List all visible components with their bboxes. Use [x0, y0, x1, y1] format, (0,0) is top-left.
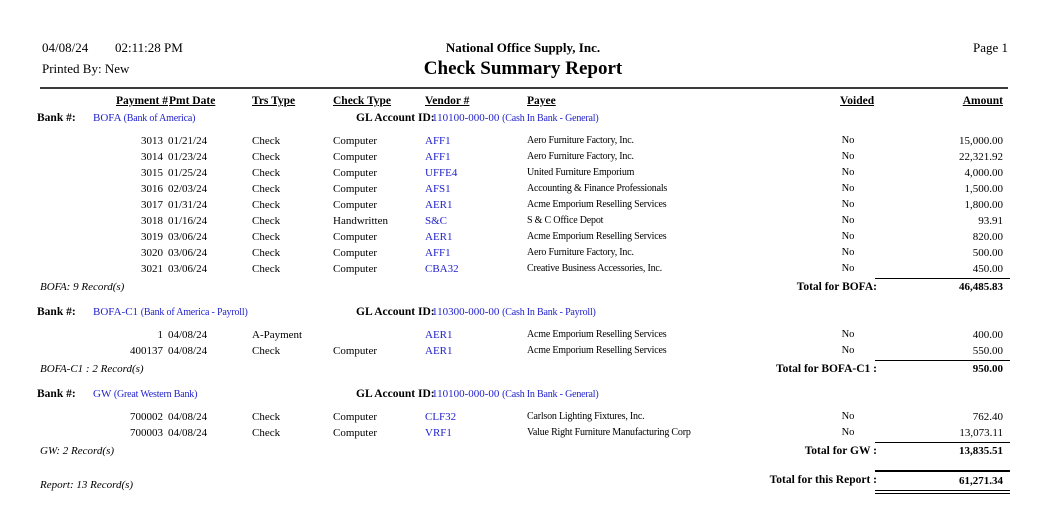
- vendor-link[interactable]: AER1: [425, 231, 453, 243]
- voided-cell: No: [841, 345, 855, 356]
- gl-account-link[interactable]: 110100-000-00 (Cash In Bank - General): [432, 388, 599, 400]
- pmt-date-cell: 04/08/24: [168, 427, 208, 439]
- column-header-pmt-date: Pmt Date: [169, 95, 216, 107]
- pmt-date-cell: 04/08/24: [168, 329, 208, 341]
- payment-number-cell: 700003: [130, 427, 163, 439]
- payment-number-cell: 700002: [130, 411, 163, 423]
- trs-type-cell: Check: [252, 215, 281, 227]
- report-total-row: [0, 470, 1046, 502]
- column-header-amount: Amount: [962, 95, 1003, 107]
- pmt-date-cell: 01/16/24: [168, 215, 208, 227]
- check-row: [0, 134, 1046, 150]
- section-record-count: BOFA: 9 Record(s): [40, 281, 125, 293]
- column-header-trs-type: Trs Type: [252, 95, 296, 107]
- pmt-date-cell: 03/06/24: [168, 247, 208, 259]
- check-type-cell: Computer: [333, 183, 377, 195]
- payee-cell: Aero Furniture Factory, Inc.: [527, 247, 634, 258]
- voided-cell: No: [841, 135, 855, 146]
- bank-header-row: [0, 112, 1046, 134]
- report-total-label: Total for this Report :: [769, 474, 877, 486]
- check-type-cell: Computer: [333, 151, 377, 163]
- vendor-link[interactable]: AER1: [425, 345, 453, 357]
- bank-number-label: Bank #:: [37, 388, 76, 400]
- check-type-cell: Computer: [333, 427, 377, 439]
- payee-cell: Accounting & Finance Professionals: [527, 183, 668, 194]
- check-type-cell: Computer: [333, 345, 377, 357]
- trs-type-cell: Check: [252, 151, 281, 163]
- payment-number-cell: 3015: [141, 167, 163, 179]
- trs-type-cell: Check: [252, 231, 281, 243]
- voided-cell: No: [841, 151, 855, 162]
- section-total-label: Total for GW :: [804, 445, 877, 457]
- check-type-cell: Computer: [333, 411, 377, 423]
- pmt-date-cell: 03/06/24: [168, 231, 208, 243]
- vendor-link[interactable]: AFF1: [425, 135, 451, 147]
- pmt-date-cell: 01/25/24: [168, 167, 208, 179]
- check-row: [0, 230, 1046, 246]
- check-row: [0, 426, 1046, 442]
- column-header-vendor: Vendor #: [425, 95, 470, 107]
- section-total-label: Total for BOFA-C1 :: [775, 363, 877, 375]
- vendor-link[interactable]: UFFE4: [425, 167, 458, 179]
- amount-cell: 93.91: [978, 215, 1003, 227]
- column-header-row: [0, 95, 1046, 111]
- vendor-link[interactable]: VRF1: [425, 427, 452, 439]
- trs-type-cell: Check: [252, 135, 281, 147]
- bank-header-row: [0, 388, 1046, 410]
- section-total-amount: 13,835.51: [875, 442, 1010, 457]
- payment-number-cell: 3016: [141, 183, 163, 195]
- report-date: 04/08/24: [42, 40, 89, 55]
- gl-account-label: GL Account ID:: [356, 112, 435, 124]
- payment-number-cell: 3020: [141, 247, 163, 259]
- trs-type-cell: Check: [252, 263, 281, 275]
- check-row: [0, 344, 1046, 360]
- header-rule: [40, 87, 1008, 89]
- check-type-cell: Computer: [333, 167, 377, 179]
- payee-cell: Creative Business Accessories, Inc.: [527, 263, 662, 274]
- voided-cell: No: [841, 167, 855, 178]
- check-type-cell: Handwritten: [333, 215, 388, 227]
- vendor-link[interactable]: AFF1: [425, 247, 451, 259]
- gl-account-label: GL Account ID:: [356, 388, 435, 400]
- amount-cell: 400.00: [972, 329, 1003, 341]
- trs-type-cell: A-Payment: [252, 329, 303, 341]
- payment-number-cell: 3013: [141, 135, 163, 147]
- report-body: [0, 112, 1046, 502]
- vendor-link[interactable]: CBA32: [425, 263, 459, 275]
- check-row: [0, 410, 1046, 426]
- column-header-check-type: Check Type: [333, 95, 392, 107]
- payee-cell: United Furniture Emporium: [527, 167, 635, 178]
- payee-cell: Acme Emporium Reselling Services: [527, 231, 667, 242]
- trs-type-cell: Check: [252, 411, 281, 423]
- payee-cell: Aero Furniture Factory, Inc.: [527, 135, 634, 146]
- amount-cell: 1,500.00: [964, 183, 1003, 195]
- bank-section: [0, 306, 1046, 378]
- check-type-cell: Computer: [333, 199, 377, 211]
- voided-cell: No: [841, 411, 855, 422]
- page-number: Page 1: [972, 40, 1008, 55]
- trs-type-cell: Check: [252, 167, 281, 179]
- payment-number-cell: 3021: [141, 263, 163, 275]
- payee-cell: Value Right Furniture Manufacturing Corp: [527, 427, 691, 438]
- payee-cell: S & C Office Depot: [527, 215, 604, 226]
- voided-cell: No: [841, 199, 855, 210]
- vendor-link[interactable]: AFF1: [425, 151, 451, 163]
- vendor-link[interactable]: CLF32: [425, 411, 457, 423]
- bank-header-row: [0, 306, 1046, 328]
- voided-cell: No: [841, 183, 855, 194]
- section-total-row: [0, 442, 1046, 460]
- check-row: [0, 246, 1046, 262]
- trs-type-cell: Check: [252, 199, 281, 211]
- bank-id-link[interactable]: BOFA-C1 (Bank of America - Payroll): [93, 306, 248, 318]
- gl-account-link[interactable]: 110100-000-00 (Cash In Bank - General): [432, 112, 599, 124]
- check-row: [0, 214, 1046, 230]
- pmt-date-cell: 03/06/24: [168, 263, 208, 275]
- check-type-cell: Computer: [333, 135, 377, 147]
- report-total-amount: 61,271.34: [875, 470, 1010, 494]
- pmt-date-cell: 02/03/24: [168, 183, 208, 195]
- voided-cell: No: [841, 215, 855, 226]
- printed-by-label: Printed By: New: [42, 61, 130, 76]
- section-total-label: Total for BOFA:: [796, 281, 877, 293]
- pmt-date-cell: 04/08/24: [168, 411, 208, 423]
- check-type-cell: Computer: [333, 231, 377, 243]
- pmt-date-cell: 01/21/24: [168, 135, 208, 147]
- amount-cell: 550.00: [972, 345, 1003, 357]
- voided-cell: No: [841, 427, 855, 438]
- check-row: [0, 198, 1046, 214]
- payment-number-cell: 3014: [141, 151, 163, 163]
- amount-cell: 13,073.11: [959, 427, 1003, 439]
- column-header-payee: Payee: [527, 95, 556, 107]
- vendor-link[interactable]: AFS1: [425, 183, 451, 195]
- voided-cell: No: [841, 329, 855, 340]
- payment-number-cell: 3017: [141, 199, 163, 211]
- check-row: [0, 182, 1046, 198]
- bank-section: [0, 112, 1046, 296]
- section-total-row: [0, 278, 1046, 296]
- column-header-voided: Voided: [840, 95, 875, 107]
- pmt-date-cell: 01/31/24: [168, 199, 208, 211]
- payment-number-cell: 3018: [141, 215, 163, 227]
- bank-section: [0, 388, 1046, 460]
- check-row: [0, 150, 1046, 166]
- check-type-cell: Computer: [333, 263, 377, 275]
- check-row: [0, 166, 1046, 182]
- amount-cell: 4,000.00: [964, 167, 1003, 179]
- section-total-amount: 46,485.83: [875, 278, 1010, 293]
- vendor-link[interactable]: AER1: [425, 199, 453, 211]
- trs-type-cell: Check: [252, 183, 281, 195]
- column-header-payment: Payment #: [115, 95, 168, 107]
- gl-account-label: GL Account ID:: [356, 306, 435, 318]
- amount-cell: 762.40: [972, 411, 1003, 423]
- payment-number-cell: 3019: [141, 231, 163, 243]
- report-record-count: Report: 13 Record(s): [40, 479, 134, 491]
- payment-number-cell: 1: [157, 329, 163, 341]
- gl-account-link[interactable]: 110300-000-00 (Cash In Bank - Payroll): [432, 306, 596, 318]
- company-name: National Office Supply, Inc.: [445, 40, 601, 55]
- check-row: [0, 328, 1046, 344]
- bank-id-link[interactable]: GW (Great Western Bank): [93, 388, 198, 400]
- amount-cell: 22,321.92: [959, 151, 1003, 163]
- bank-number-label: Bank #:: [37, 112, 76, 124]
- report-title: Check Summary Report: [423, 58, 623, 79]
- check-type-cell: Computer: [333, 247, 377, 259]
- amount-cell: 500.00: [972, 247, 1003, 259]
- check-row: [0, 262, 1046, 278]
- report-time: 02:11:28 PM: [115, 40, 183, 55]
- payee-cell: Acme Emporium Reselling Services: [527, 199, 667, 210]
- voided-cell: No: [841, 231, 855, 242]
- payee-cell: Carlson Lighting Fixtures, Inc.: [527, 411, 645, 422]
- pmt-date-cell: 04/08/24: [168, 345, 208, 357]
- voided-cell: No: [841, 263, 855, 274]
- payee-cell: Acme Emporium Reselling Services: [527, 329, 667, 340]
- payee-cell: Aero Furniture Factory, Inc.: [527, 151, 634, 162]
- payment-number-cell: 400137: [130, 345, 163, 357]
- section-total-amount: 950.00: [875, 360, 1010, 375]
- payee-cell: Acme Emporium Reselling Services: [527, 345, 667, 356]
- bank-number-label: Bank #:: [37, 306, 76, 318]
- vendor-link[interactable]: AER1: [425, 329, 453, 341]
- bank-id-link[interactable]: BOFA (Bank of America): [93, 112, 196, 124]
- trs-type-cell: Check: [252, 247, 281, 259]
- pmt-date-cell: 01/23/24: [168, 151, 208, 163]
- amount-cell: 820.00: [972, 231, 1003, 243]
- amount-cell: 450.00: [972, 263, 1003, 275]
- amount-cell: 1,800.00: [964, 199, 1003, 211]
- section-record-count: BOFA-C1 : 2 Record(s): [40, 363, 144, 375]
- vendor-link[interactable]: S&C: [425, 215, 448, 227]
- trs-type-cell: Check: [252, 427, 281, 439]
- voided-cell: No: [841, 247, 855, 258]
- section-total-row: [0, 360, 1046, 378]
- amount-cell: 15,000.00: [959, 135, 1003, 147]
- section-record-count: GW: 2 Record(s): [40, 445, 115, 457]
- trs-type-cell: Check: [252, 345, 281, 357]
